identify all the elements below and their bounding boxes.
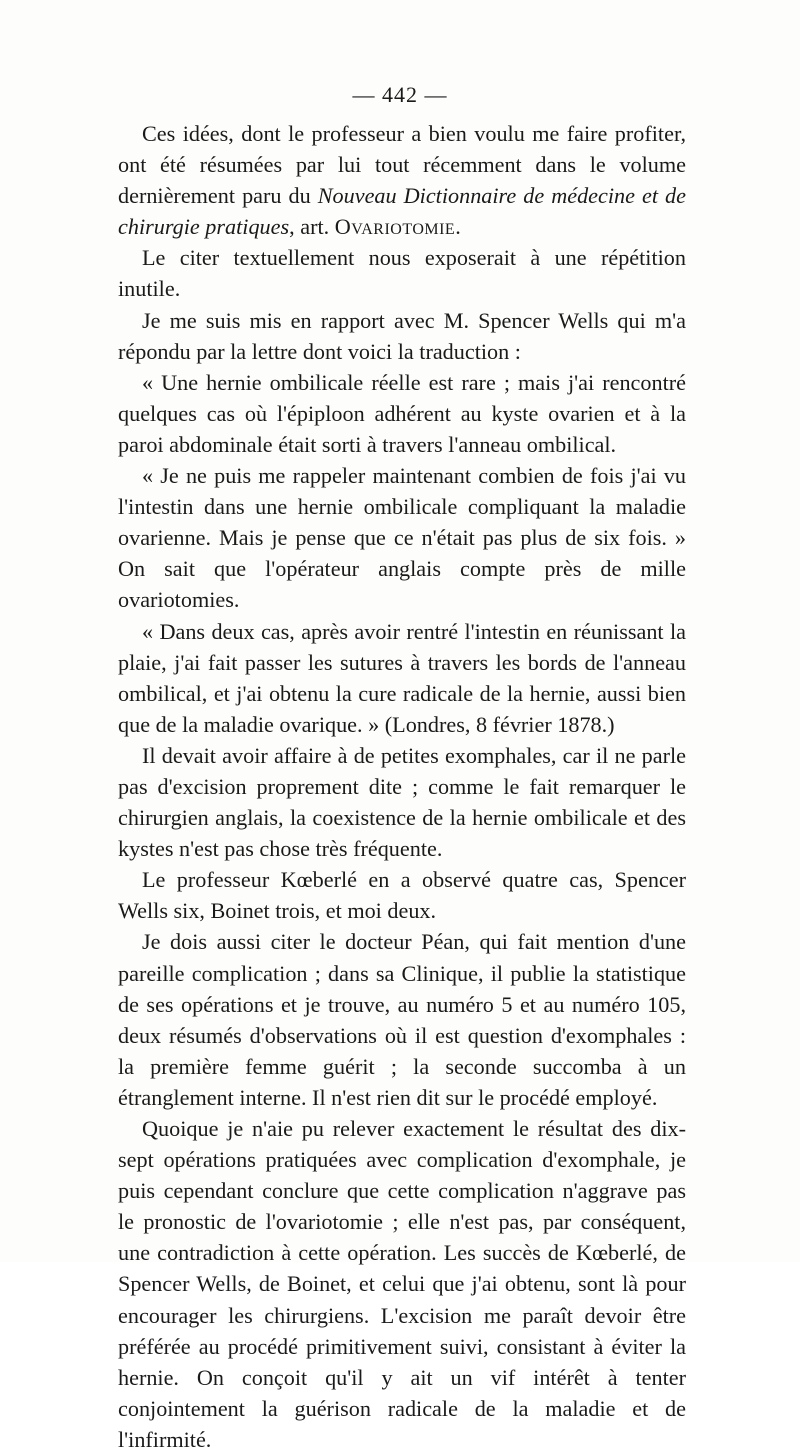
text-run: Je dois aussi citer le docteur Péan, qui fait mention d'une pareille complication ; dans sa Clinique, il publie la statistique de ses opérations et je trouve, au numéro 5 et au numéro 105, deux résumés d'observations où il est question d'exomphales : la première femme guérit ; la seconde succomba à un étranglement interne. Il n'est rien dit sur le procédé employé. (118, 929, 686, 1110)
text-run: Quoique je n'aie pu relever exactement le résultat des dix-sept opérations pratiquées avec complication d'exomphale, je puis cependant conclure que cette complication n'aggrave pas le pronostic de l'ovariotomie ; elle n'est pas, par conséquent, une contradiction à cette opération. Les succès de Kœberlé, de Spencer Wells, de Boinet, et celui que j'ai obtenu, sont là pour encourager les chirurgiens. L'excision me paraît devoir être préférée au procédé primitivement suivi, consistant à éviter la hernie. On conçoit qu'il y ait un vif intérêt à tenter conjointement la guérison radicale de la maladie et de l'infirmité. (118, 1116, 686, 1452)
paragraph (118, 616, 686, 740)
paragraph (118, 1113, 686, 1455)
paragraph (118, 864, 686, 926)
text-run: « Une hernie ombilicale réelle est rare ; mais j'ai rencontré quelques cas où l'épiploon adhérent au kyste ovarien et à la paroi abdominale était sorti à travers l'anneau ombilical. (118, 369, 686, 457)
paragraph (118, 926, 686, 1113)
text-run: « Dans deux cas, après avoir rentré l'intestin en réunissant la plaie, j'ai fait passer les sutures à travers les bords de l'anneau ombilical, et j'ai obtenu la cure radicale de la hernie, aussi bien que de la maladie ovarique. » (Londres, 8 février 1878.) (118, 618, 686, 737)
paragraph (118, 242, 686, 304)
body-text (118, 118, 686, 1455)
italic-title: Nouveau Dictionnaire de médecine et de chirurgie pratiques (118, 183, 686, 240)
text-run: Il devait avoir affaire à de petites exomphales, car il ne parle pas d'excision proprement dite ; comme le fait remarquer le chirurgien anglais, la coexistence de la hernie ombilicale et des kystes n'est pas chose très fréquente. (118, 742, 686, 862)
text-run: Je me suis mis en rapport avec M. Spencer Wells qui m'a répondu par la lettre dont voici la traduction : (118, 307, 686, 364)
text-run: , art. (289, 214, 335, 240)
page-number: — 442 — (352, 82, 448, 107)
paragraph (118, 367, 686, 460)
smallcaps-term: Ovariotomie (334, 214, 456, 240)
paragraph (118, 740, 686, 864)
paragraph (118, 118, 686, 242)
paragraph (118, 460, 686, 615)
text-run: . (455, 214, 461, 240)
text-run: Le professeur Kœberlé en a observé quatre cas, Spencer Wells six, Boinet trois, et moi deux. (118, 867, 686, 924)
text-run: « Je ne puis me rappeler maintenant combien de fois j'ai vu l'intestin dans une hernie ombilicale compliquant la maladie ovarienne. Mais je pense que ce n'était pas plus de six fois. » On sait que l'opérateur anglais compte près de mille ovariotomies. (118, 463, 686, 613)
text-run: Ces idées, dont le professeur a bien voulu me faire profiter, ont été résumées par lui tout récemment dans le volume dernièrement paru du (118, 121, 686, 209)
text-run: Le citer textuellement nous exposerait à une répétition inutile. (118, 245, 686, 302)
paragraph (118, 305, 686, 367)
